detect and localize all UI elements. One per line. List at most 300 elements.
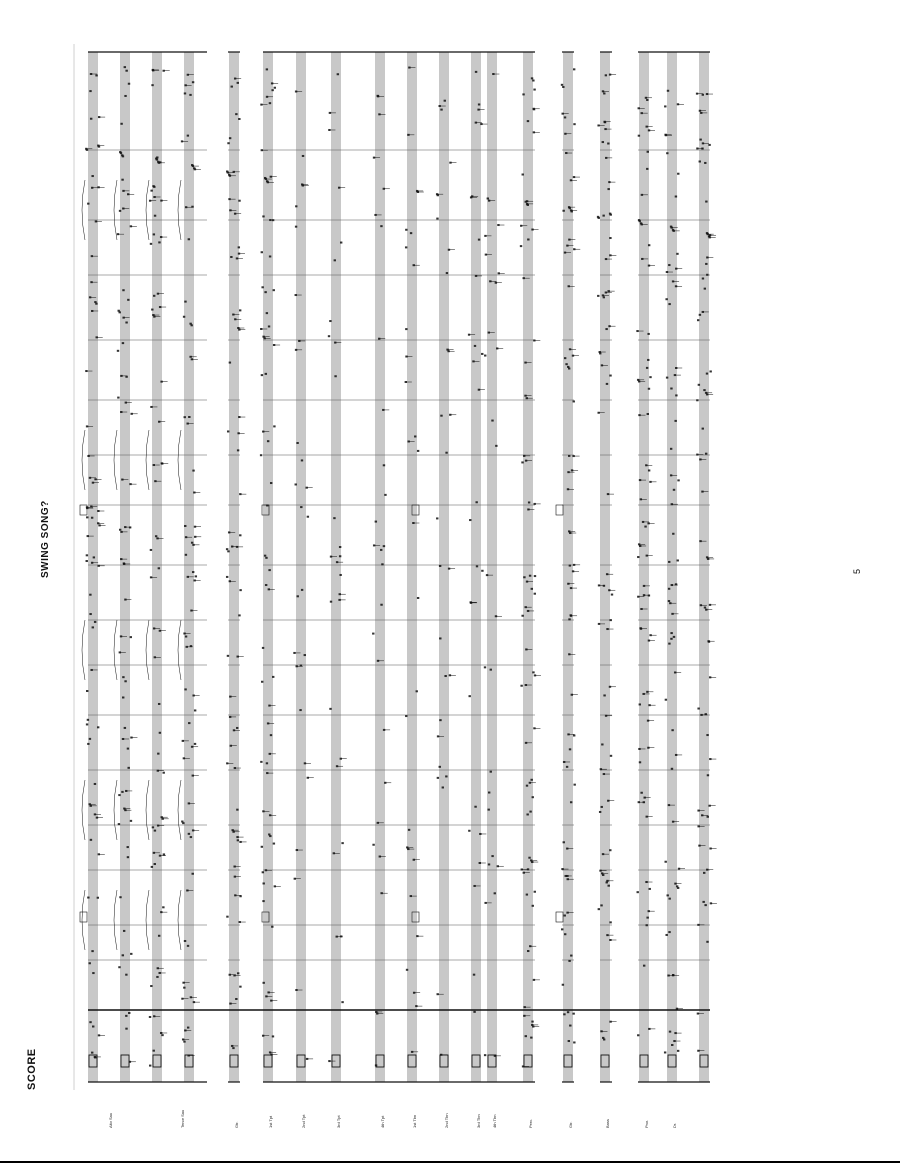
note-head — [572, 1013, 574, 1015]
note-head — [237, 972, 239, 974]
note-head — [124, 95, 126, 97]
note-head — [262, 900, 264, 902]
note-head — [263, 882, 265, 884]
note-head — [128, 767, 130, 769]
note-head — [232, 1047, 234, 1049]
note-head — [226, 548, 228, 550]
note-head — [706, 373, 708, 375]
note-head — [273, 425, 275, 427]
note-head — [155, 535, 157, 537]
note-head — [151, 84, 153, 86]
note-head — [705, 263, 707, 265]
note-head — [161, 1034, 163, 1036]
note-head — [187, 945, 189, 947]
note-head — [380, 604, 382, 606]
note-head — [674, 420, 676, 422]
note-head — [606, 383, 608, 385]
note-head — [605, 74, 607, 76]
note-head — [528, 857, 530, 859]
note-head — [476, 565, 478, 567]
note-head — [87, 203, 89, 205]
note-head — [669, 1031, 671, 1033]
note-head — [569, 1025, 571, 1027]
note-head — [702, 278, 704, 280]
note-head — [569, 565, 571, 567]
note-head — [236, 809, 238, 811]
note-head — [383, 545, 385, 547]
note-head — [307, 516, 309, 518]
slur — [178, 430, 181, 490]
note-head — [637, 891, 639, 893]
note-head — [665, 298, 667, 300]
note-head — [235, 998, 237, 1000]
note-head — [648, 595, 650, 597]
note-head — [122, 342, 124, 344]
note-head — [646, 367, 648, 369]
note-head — [673, 489, 675, 491]
note-head — [295, 205, 297, 207]
note-head — [184, 525, 186, 527]
note-head — [414, 435, 416, 437]
note-head — [487, 197, 489, 199]
note-head — [444, 100, 446, 102]
note-head — [532, 80, 534, 82]
note-head — [118, 966, 120, 968]
note-head — [533, 108, 535, 110]
note-head — [97, 897, 99, 899]
note-head — [699, 161, 701, 163]
note-head — [118, 794, 120, 796]
note-head — [490, 669, 492, 671]
note-head — [668, 643, 670, 645]
slur — [114, 780, 117, 840]
note-head — [667, 90, 669, 92]
note-head — [301, 459, 303, 461]
note-head — [150, 549, 152, 551]
note-head — [708, 144, 710, 146]
note-head — [568, 368, 570, 370]
note-head — [89, 962, 91, 964]
note-head — [90, 839, 92, 841]
note-head — [239, 986, 241, 988]
note-head — [611, 594, 613, 596]
note-head — [667, 894, 669, 896]
note-head — [269, 835, 271, 837]
note-head — [272, 676, 274, 678]
note-head — [86, 554, 88, 556]
note-head — [188, 416, 190, 418]
note-head — [120, 152, 122, 154]
note-head — [697, 708, 699, 710]
note-head — [162, 906, 164, 908]
note-head — [437, 194, 439, 196]
note-head — [337, 73, 339, 75]
slur — [114, 890, 117, 950]
note-head — [265, 584, 267, 586]
note-head — [125, 1028, 127, 1030]
note-head — [671, 1044, 673, 1046]
note-head — [239, 589, 241, 591]
note-head — [646, 168, 648, 170]
note-head — [647, 359, 649, 361]
note-head — [603, 296, 605, 298]
note-head — [229, 137, 231, 139]
note-head — [159, 732, 161, 734]
note-head — [91, 1052, 93, 1054]
note-head — [637, 556, 639, 558]
note-head — [568, 618, 570, 620]
note-head — [94, 621, 96, 623]
note-head — [266, 312, 268, 314]
note-head — [262, 871, 264, 873]
note-head — [568, 960, 570, 962]
note-head — [86, 723, 88, 725]
note-head — [705, 453, 707, 455]
note-head — [445, 452, 447, 454]
note-head — [406, 969, 408, 971]
note-head — [372, 633, 374, 635]
note-head — [704, 288, 706, 290]
note-head — [702, 428, 704, 430]
note-head — [446, 272, 448, 274]
note-head — [468, 830, 470, 832]
note-head — [190, 324, 192, 326]
note-head — [300, 506, 302, 508]
note-head — [603, 92, 605, 94]
rehearsal-mark — [556, 505, 563, 515]
note-head — [184, 92, 186, 94]
slur — [82, 780, 85, 840]
note-head — [271, 89, 273, 91]
note-head — [328, 335, 330, 337]
note-head — [264, 555, 266, 557]
note-head — [229, 362, 231, 364]
note-head — [269, 102, 271, 104]
note-head — [270, 482, 272, 484]
note-head — [564, 915, 566, 917]
note-head — [236, 727, 238, 729]
note-head — [191, 206, 193, 208]
note-head — [677, 887, 679, 889]
note-head — [562, 210, 564, 212]
note-head — [261, 846, 263, 848]
note-head — [156, 976, 158, 978]
note-head — [706, 941, 708, 943]
instrument-label: 1st Tbn — [412, 1114, 417, 1128]
note-head — [183, 316, 185, 318]
note-head — [677, 173, 679, 175]
note-head — [520, 245, 522, 247]
note-head — [405, 229, 407, 231]
note-head — [124, 680, 126, 682]
note-head — [488, 863, 490, 865]
note-head — [192, 470, 194, 472]
note-head — [437, 777, 439, 779]
instrument-label: Alto Sax — [108, 1113, 113, 1128]
note-head — [384, 494, 386, 496]
note-head — [188, 238, 190, 240]
note-head — [481, 570, 483, 572]
note-head — [410, 232, 412, 234]
note-head — [668, 264, 670, 266]
note-head — [184, 416, 186, 418]
note-head — [527, 204, 529, 206]
note-head — [491, 855, 493, 857]
note-head — [125, 376, 127, 378]
note-head — [372, 844, 374, 846]
note-head — [260, 761, 262, 763]
note-head — [704, 904, 706, 906]
note-head — [405, 715, 407, 717]
note-head — [639, 703, 641, 705]
note-head — [600, 904, 602, 906]
note-head — [571, 210, 573, 212]
note-head — [573, 1041, 575, 1043]
note-head — [561, 84, 563, 86]
note-head — [609, 375, 611, 377]
note-head — [375, 521, 377, 523]
note-head — [610, 755, 612, 757]
note-head — [665, 934, 667, 936]
note-head — [706, 734, 708, 736]
note-head — [702, 901, 704, 903]
note-head — [227, 142, 229, 144]
note-head — [598, 217, 600, 219]
note-head — [534, 575, 536, 577]
note-head — [153, 295, 155, 297]
note-head — [267, 440, 269, 442]
note-head — [703, 389, 705, 391]
note-head — [130, 636, 132, 638]
slur — [114, 620, 117, 680]
slur — [178, 180, 181, 240]
note-head — [239, 895, 241, 897]
note-head — [671, 768, 673, 770]
note-head — [439, 565, 441, 567]
note-head — [440, 415, 442, 417]
note-head — [123, 930, 125, 932]
note-head — [643, 965, 645, 967]
note-head — [473, 1011, 475, 1013]
note-head — [677, 1050, 679, 1052]
note-head — [598, 908, 600, 910]
note-head — [597, 295, 599, 297]
note-head — [129, 526, 131, 528]
note-head — [226, 916, 228, 918]
note-head — [128, 83, 130, 85]
note-head — [469, 519, 471, 521]
note-head — [380, 225, 382, 227]
note-head — [521, 461, 523, 463]
note-head — [522, 174, 524, 176]
note-head — [158, 567, 160, 569]
note-head — [602, 874, 604, 876]
note-head — [117, 397, 119, 399]
note-head — [92, 626, 94, 628]
note-head — [562, 984, 564, 986]
note-head — [194, 709, 196, 711]
note-head — [675, 196, 677, 198]
note-head — [183, 987, 185, 989]
note-head — [494, 892, 496, 894]
score-header: SCORE — [26, 1048, 38, 1090]
note-head — [699, 139, 701, 141]
note-head — [475, 71, 477, 73]
note-head — [192, 81, 194, 83]
slur — [146, 780, 149, 840]
note-head — [564, 933, 566, 935]
note-head — [534, 891, 536, 893]
note-head — [340, 242, 342, 244]
note-head — [643, 801, 645, 803]
note-head — [646, 99, 648, 101]
note-head — [637, 1034, 639, 1036]
note-head — [442, 786, 444, 788]
note-head — [639, 220, 641, 222]
note-head — [301, 589, 303, 591]
note-head — [329, 708, 331, 710]
note-head — [341, 1001, 343, 1003]
note-head — [334, 259, 336, 261]
note-head — [436, 517, 438, 519]
note-head — [297, 595, 299, 597]
note-head — [237, 449, 239, 451]
note-head — [573, 123, 575, 125]
note-head — [445, 775, 447, 777]
note-head — [670, 638, 672, 640]
note-head — [231, 86, 233, 88]
note-head — [91, 950, 93, 952]
note-head — [639, 761, 641, 763]
note-head — [150, 190, 152, 192]
note-head — [607, 188, 609, 190]
note-head — [124, 727, 126, 729]
note-head — [125, 321, 127, 323]
note-head — [668, 303, 670, 305]
note-head — [98, 146, 100, 148]
note-head — [187, 1027, 189, 1029]
note-head — [664, 1051, 666, 1053]
note-head — [273, 289, 275, 291]
instrument-label: 2nd Tpt — [301, 1114, 306, 1128]
note-head — [704, 607, 706, 609]
note-head — [119, 210, 121, 212]
note-head — [484, 1054, 486, 1056]
note-head — [237, 82, 239, 84]
instrument-label: 3rd Tpt — [336, 1115, 341, 1128]
note-head — [488, 809, 490, 811]
note-head — [569, 748, 571, 750]
slur — [178, 620, 181, 680]
note-head — [93, 556, 95, 558]
note-head — [269, 219, 271, 221]
note-head — [488, 792, 490, 794]
note-head — [474, 806, 476, 808]
note-head — [564, 357, 566, 359]
note-head — [526, 785, 528, 787]
note-head — [184, 688, 186, 690]
note-head — [567, 1011, 569, 1013]
slur — [114, 430, 117, 490]
note-head — [265, 373, 267, 375]
note-head — [706, 274, 708, 276]
note-head — [532, 905, 534, 907]
note-head — [606, 881, 608, 883]
note-head — [677, 559, 679, 561]
slur — [146, 430, 149, 490]
slur — [114, 180, 117, 240]
note-head — [302, 155, 304, 157]
note-head — [91, 175, 93, 177]
note-head — [608, 885, 610, 887]
rehearsal-mark — [556, 912, 563, 922]
note-head — [565, 363, 567, 365]
note-head — [227, 430, 229, 432]
note-head — [157, 753, 159, 755]
note-head — [268, 569, 270, 571]
note-head — [521, 615, 523, 617]
rehearsal-mark — [80, 912, 87, 922]
note-head — [330, 601, 332, 603]
note-head — [439, 637, 441, 639]
note-head — [563, 841, 565, 843]
note-head — [238, 200, 240, 202]
note-head — [238, 118, 240, 120]
note-head — [644, 526, 646, 528]
note-head — [185, 554, 187, 556]
note-head — [675, 394, 677, 396]
note-head — [154, 830, 156, 832]
note-head — [530, 1037, 532, 1039]
note-head — [491, 420, 493, 422]
note-head — [563, 1013, 565, 1015]
note-head — [649, 888, 651, 890]
note-head — [562, 86, 564, 88]
instrument-label: Bass — [605, 1119, 610, 1128]
note-head — [475, 501, 477, 503]
note-head — [122, 155, 124, 157]
note-head — [531, 588, 533, 590]
note-head — [383, 464, 385, 466]
note-head — [339, 546, 341, 548]
note-head — [646, 917, 648, 919]
note-head — [89, 613, 91, 615]
note-head — [666, 377, 668, 379]
note-head — [439, 766, 441, 768]
note-head — [439, 719, 441, 721]
note-head — [405, 246, 407, 248]
note-head — [184, 301, 186, 303]
note-head — [182, 822, 184, 824]
slur — [82, 620, 85, 680]
note-head — [569, 207, 571, 209]
note-head — [696, 399, 698, 401]
note-head — [520, 685, 522, 687]
slur — [82, 890, 85, 950]
note-head — [185, 636, 187, 638]
note-head — [474, 345, 476, 347]
note-head — [341, 842, 343, 844]
note-head — [158, 935, 160, 937]
note-head — [238, 614, 240, 616]
note-head — [478, 103, 480, 105]
note-head — [272, 219, 274, 221]
note-head — [190, 836, 192, 838]
note-head — [163, 772, 165, 774]
note-head — [128, 1012, 130, 1014]
note-head — [227, 655, 229, 657]
instrument-label: 4th Tbn — [492, 1114, 497, 1128]
